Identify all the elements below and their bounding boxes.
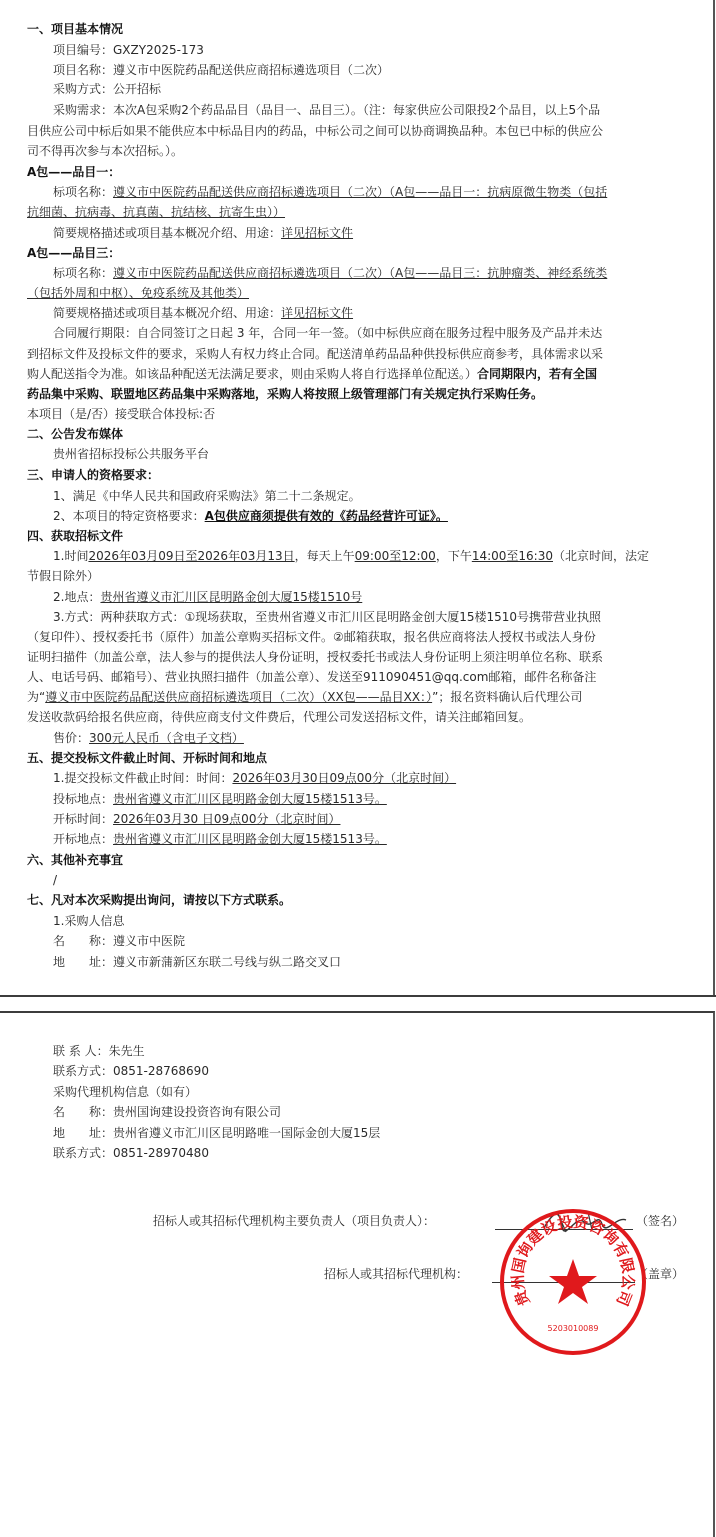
contract-term-cont: 到招标文件及投标文件的要求，采购人有权力终止合同。配送清单药品品种供投标供应商参考，具体需求以采 <box>27 347 604 361</box>
agency-name: 名 称：贵州国询建设投资咨询有限公司 <box>53 1105 282 1119</box>
seal-text: 贵州国询建设投资咨询有限公司 <box>508 1212 638 1309</box>
stamp-suffix: （盖章） <box>636 1267 685 1281</box>
qualification-1: 1、满足《中华人民共和国政府采购法》第二十二条规定。 <box>53 489 361 503</box>
package-1-name: 标项名称：遵义市中医院药品配送供应商招标遴选项目（二次）（A包——品目一：抗病原微生物类（包括 <box>53 185 608 199</box>
obtain-method-cont: 为“遵义市中医院药品配送供应商招标遴选项目（二次）（XX包——品目XX：）”；报名资料确认后代理公司 <box>27 690 583 704</box>
agency-phone: 联系方式：0851-28970480 <box>53 1146 209 1160</box>
package-1-title: A包——品目一： <box>27 165 121 179</box>
requirement-line: 采购需求：本次A包采购2个药品品目（品目一、品目三）。（注：每家供应公司限投2个品目，以上5个品 <box>53 103 601 117</box>
bid-location: 投标地点：贵州省遵义市汇川区昆明路金创大厦15楼1513号。 <box>53 792 387 806</box>
seal-code: 5203010089 <box>547 1324 599 1333</box>
obtain-time: 1.时间2026年03月09日至2026年03月13日，每天上午09:00至12:00，下午14:00至16:30（北京时间，法定 <box>53 549 650 563</box>
official-seal <box>498 1207 648 1357</box>
requirement-line: 司不得再次参与本次招标。）。 <box>27 144 184 158</box>
package-3-name-cont: （包括外周和中枢）、免疫系统及其他类） <box>27 286 250 300</box>
bid-deadline: 1.提交投标文件截止时间：时间：2026年03月30日09点00分（北京时间） <box>53 771 457 785</box>
open-location: 开标地点：贵州省遵义市汇川区昆明路金创大厦15楼1513号。 <box>53 832 387 846</box>
section-5-title: 五、提交投标文件截止时间、开标时间和地点 <box>27 751 268 765</box>
buyer-info-title: 1.采购人信息 <box>53 914 125 928</box>
contract-term-cont: 购人配送指令为准。如该品种配送无法满足要求，则由采购人将自行选择单位配送。）合同期限内，若有全国 <box>27 367 598 381</box>
package-3-spec: 简要规格描述或项目基本概况介绍、用途：详见招标文件 <box>53 306 354 320</box>
requirement-line: 目供应公司中标后如果不能供应本中标品目内的药品，中标公司之间可以协商调换品种。本包已中标的供应公 <box>27 124 604 138</box>
procurement-method: 采购方式：公开招标 <box>53 82 162 96</box>
section-1-title: 一、项目基本情况 <box>27 22 124 36</box>
obtain-location: 2.地点：贵州省遵义市汇川区昆明路金创大厦15楼1510号 <box>53 590 363 604</box>
section-6-title: 六、其他补充事宜 <box>27 853 124 867</box>
page-break <box>0 995 716 1011</box>
section-4-title: 四、获取招标文件 <box>27 529 124 543</box>
buyer-address: 地 址：遵义市新蒲新区东联二号线与纵二路交叉口 <box>53 955 342 969</box>
package-1-name-cont: 抗细菌、抗病毒、抗真菌、抗结核、抗寄生虫）） <box>27 205 286 219</box>
obtain-method-cont: （复印件）、授权委托书（原件）加盖公章购买招标文件。②邮箱获取，报名供应商将法人授权书或法人身份 <box>27 630 596 644</box>
section-7-title: 七、凡对本次采购提出询问，请按以下方式联系。 <box>27 893 292 907</box>
project-number: 项目编号：GXZY2025-173 <box>53 43 204 57</box>
joint-bid-note: 本项目（是/否）接受联合体投标:否 <box>27 407 216 421</box>
agency-address: 地 址：贵州省遵义市汇川区昆明路唯一国际金创大厦15层 <box>53 1126 381 1140</box>
agency-info-title: 采购代理机构信息（如有） <box>53 1085 198 1099</box>
open-time: 开标时间：2026年03月30 日09点00分（北京时间） <box>53 812 341 826</box>
obtain-method-cont: 证明扫描件（加盖公章，法人参与的提供法人身份证明，授权委托书或法人身份证明上须注明单位名称、联系 <box>27 650 604 664</box>
publish-media: 贵州省招标投标公共服务平台 <box>53 447 210 461</box>
signature-suffix: （签名） <box>636 1214 685 1228</box>
section-3-title: 三、申请人的资格要求： <box>27 468 160 482</box>
obtain-time-cont: 节假日除外） <box>27 569 100 583</box>
other-matters: / <box>53 873 58 887</box>
qualification-2: 2、本项目的特定资格要求：A包供应商须提供有效的《药品经营许可证》。 <box>53 509 448 523</box>
package-3-title: A包——品目三： <box>27 246 121 260</box>
obtain-method: 3.方式：两种获取方式：①现场获取，至贵州省遵义市汇川区昆明路金创大厦15楼1510号携带营业执照 <box>53 610 602 624</box>
obtain-method-cont: 发送收款码给报名供应商，待供应商支付文件费后，代理公司发送招标文件，请关注邮箱回复。 <box>27 710 532 724</box>
contact-phone: 联系方式：0851-28768690 <box>53 1064 209 1078</box>
package-3-name: 标项名称：遵义市中医院药品配送供应商招标遴选项目（二次）（A包——品目三：抗肿瘤类、神经系统类 <box>53 266 608 280</box>
section-2-title: 二、公告发布媒体 <box>27 427 124 441</box>
seal-star-icon <box>549 1259 597 1304</box>
project-name: 项目名称：遵义市中医院药品配送供应商招标遴选项目（二次） <box>53 63 390 77</box>
buyer-name: 名 称：遵义市中医院 <box>53 934 186 948</box>
package-1-spec: 简要规格描述或项目基本概况介绍、用途：详见招标文件 <box>53 226 354 240</box>
obtain-method-cont: 人、电话号码、邮箱号）、营业执照扫描件（加盖公章）、发送至911090451@qq.com邮箱，邮件名称备注 <box>27 670 597 684</box>
contact-person: 联 系 人：朱先生 <box>53 1044 145 1058</box>
document-price: 售价：300元人民币（含电子文档） <box>53 731 244 745</box>
signature-label: 招标人或其招标代理机构主要负责人（项目负责人）： <box>153 1214 436 1228</box>
stamp-label: 招标人或其招标代理机构： <box>324 1267 469 1281</box>
contract-term-bold: 药品集中采购、联盟地区药品集中采购落地，采购人将按照上级管理部门有关规定执行采购任务。 <box>27 387 544 401</box>
contract-term: 合同履行期限：自合同签订之日起 3 年，合同一年一签。（如中标供应商在服务过程中服务及产品并未达 <box>53 326 603 340</box>
